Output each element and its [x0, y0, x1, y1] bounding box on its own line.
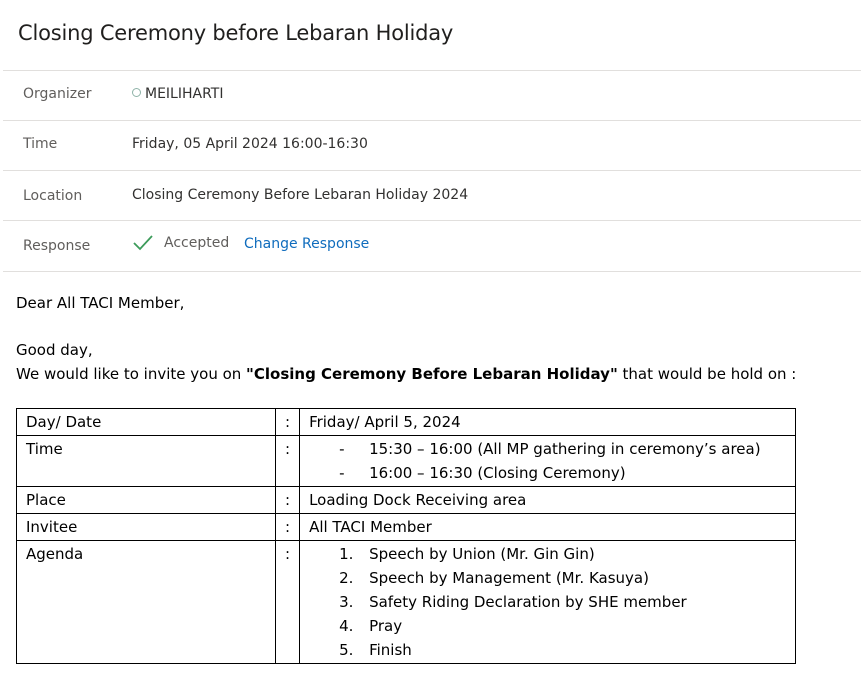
table-row: [17, 409, 796, 436]
response-row: [3, 220, 861, 272]
agenda-item: 5. Finish: [339, 641, 412, 659]
schedule-table: [16, 408, 796, 664]
separator: :: [285, 413, 291, 431]
bullet-dash: -: [339, 464, 345, 482]
time-label-cell: Time: [26, 440, 63, 458]
organizer-name[interactable]: MEILIHARTI: [145, 86, 224, 102]
table-row: [17, 514, 796, 541]
place-value: Loading Dock Receiving area: [309, 491, 527, 509]
presence-status-icon: [132, 88, 141, 97]
greeting-text: Dear All TACI Member,: [16, 294, 185, 312]
invitee-value: All TACI Member: [309, 518, 432, 536]
response-label: Response: [23, 238, 91, 254]
invitee-label: Invitee: [26, 518, 78, 536]
organizer-row: [3, 70, 861, 121]
time-value: Friday, 05 April 2024 16:00-16:30: [132, 136, 368, 152]
table-row: [17, 541, 796, 664]
organizer-label: Organizer: [23, 86, 92, 102]
intro-line: Good day,: [16, 341, 93, 359]
time-label: Time: [23, 136, 58, 152]
agenda-item: 2. Speech by Management (Mr. Kasuya): [339, 569, 649, 587]
date-label: Day/ Date: [26, 413, 102, 431]
agenda-label: Agenda: [26, 545, 84, 563]
separator: :: [285, 545, 291, 563]
invitation-event-name: "Closing Ceremony Before Lebaran Holiday": [246, 365, 618, 383]
time-item: - 16:00 – 16:30 (Closing Ceremony): [339, 464, 626, 482]
location-row: [3, 170, 861, 221]
organizer-value[interactable]: [132, 86, 223, 102]
time-row: [3, 120, 861, 171]
place-label: Place: [26, 491, 66, 509]
table-row: [17, 487, 796, 514]
bullet-dash: -: [339, 440, 345, 458]
agenda-item: 3. Safety Riding Declaration by SHE member: [339, 593, 687, 611]
invitation-line: [16, 365, 796, 383]
agenda-item: 4. Pray: [339, 617, 403, 635]
location-label: Location: [23, 188, 83, 204]
invitation-post: that would be hold on :: [617, 365, 797, 383]
agenda-item: 1. Speech by Union (Mr. Gin Gin): [339, 545, 595, 563]
table-row: [17, 436, 796, 487]
separator: :: [285, 440, 291, 458]
change-response-link[interactable]: Change Response: [244, 236, 370, 252]
location-value: Closing Ceremony Before Lebaran Holiday 2024: [132, 187, 469, 203]
separator: :: [285, 491, 291, 509]
invitation-pre: We would like to invite you on: [16, 365, 247, 383]
event-title: Closing Ceremony before Lebaran Holiday: [18, 21, 454, 45]
time-item: - 15:30 – 16:00 (All MP gathering in ceremony’s area): [339, 440, 761, 458]
checkmark-icon: [132, 234, 154, 252]
date-value: Friday/ April 5, 2024: [309, 413, 461, 431]
separator: :: [285, 518, 291, 536]
response-status: Accepted: [164, 235, 230, 251]
